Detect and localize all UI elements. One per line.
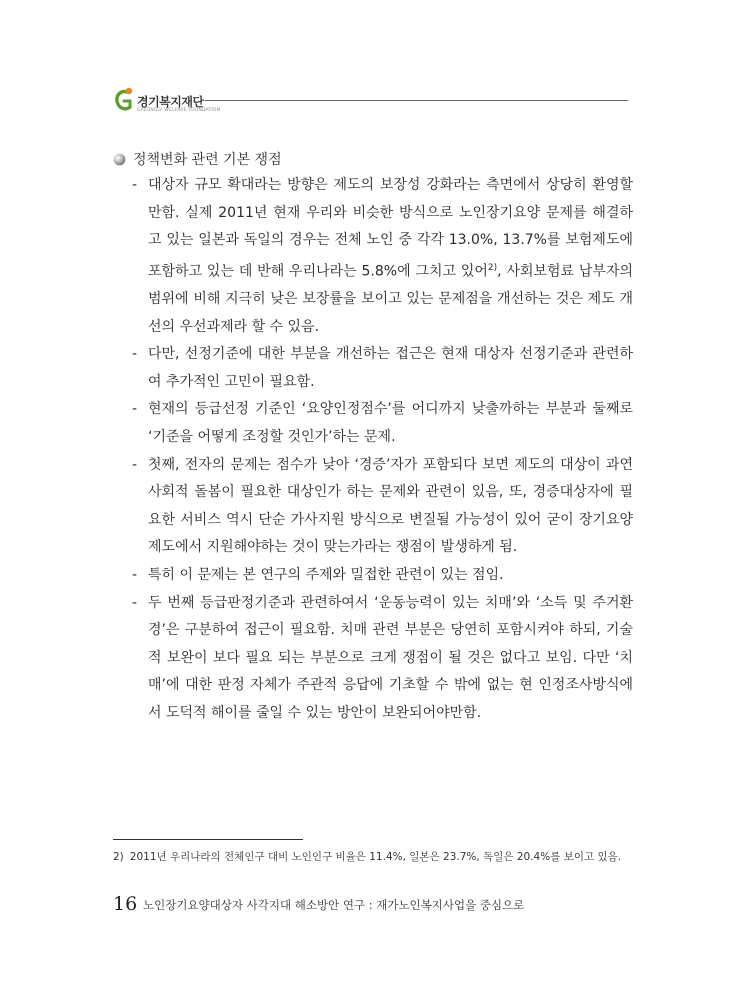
foundation-logo-icon [113, 86, 135, 114]
page-number: 16 [113, 893, 138, 915]
org-name: 경기복지재단 [137, 95, 204, 109]
list-item-text: 현재의 등급선정 기준인 ‘요양인정점수’를 어디까지 낮출까하는 부분과 둘째로 ‘기준을 어떻게 조정할 것인가’하는 문제. [148, 401, 633, 445]
issue-list [113, 172, 633, 728]
footnote [113, 849, 633, 865]
list-dash: - [132, 177, 138, 193]
section-heading [113, 148, 633, 172]
policy-issues-section [113, 148, 633, 728]
list-item-text: 두 번째 등급판정기준과 관련하여서 ‘운동능력이 있는 치매’와 ‘소득 및 주거환경’은 구분하여 접근이 필요함. 치매 관련 부분은 당연히 포함시켜야 하되, 기술적 보완이 보다 필요 되는 부분으로 크게 쟁점이 될 것은 없다고 보임. 다만 ‘치매’에 대한 판정 자체가 주관적 응답에 기초할 수 밖에 없는 현 인정조사방식에서 도덕적 해이를 줄일 수 있는 방안이 보완되어야만함. [148, 594, 633, 721]
list-dash: - [132, 401, 138, 418]
footnote-divider [113, 839, 303, 840]
list-item [113, 590, 633, 728]
page-footer [113, 893, 633, 917]
footnote-text: 2011년 우리나라의 전체인구 대비 노인인구 비율은 11.4%, 일본은 23.7%, 독일은 20.4%를 보이고 있음. [129, 851, 622, 863]
section-title: 정책변화 관련 기본 쟁점 [133, 152, 282, 168]
list-dash: - [132, 594, 138, 611]
org-subtitle: GYEONGGI WELFARE FOUNDATION [137, 108, 221, 113]
list-item [113, 562, 633, 590]
list-item-text: 대상자 규모 확대라는 방향은 제도의 보장성 강화라는 측면에서 상당히 환영할 만함. 실제 2011년 현재 우리와 비슷한 방식으로 노인장기요양 문제를 해결하고 있는 일본과 독일의 경우는 전체 노인 중 각각 13.0%, 13.7%를 보험제도에 포함하고 있는 데 반해 우리나라는 5.8%에 그치고 있어$^{2)}$, 사회보험료 납부자의 범위에 비해 지극히 낮은 보장률을 보이고 있는 문제점을 개선하는 것은 제도 개선의 우선과제라 할 수 있음. [148, 177, 633, 335]
list-dash: - [132, 566, 138, 583]
sphere-bullet-icon [113, 153, 126, 166]
list-item-text: 첫째, 전자의 문제는 점수가 낮아 ‘경증’자가 포함되다 보면 제도의 대상이 과연 사회적 돌봄이 필요한 대상인가 하는 문제와 관련이 있음, 또, 경증대상자에 필요한 서비스 역시 단순 가사지원 방식으로 변질될 가능성이 있어 굳이 장기요양제도에서 지원해야하는 것이 맞는가라는 쟁점이 발생하게 됨. [148, 456, 633, 556]
list-item-text: 다만, 선정기준에 대한 부분을 개선하는 접근은 현재 대상자 선정기준과 관련하여 추가적인 고민이 필요함. [148, 346, 633, 390]
list-item [113, 341, 633, 396]
list-item [113, 452, 633, 562]
footnote-marker: 2) [113, 851, 124, 863]
page-header [113, 86, 628, 122]
header-divider [205, 100, 628, 101]
list-item [113, 396, 633, 451]
running-title: 노인장기요양대상자 사각지대 해소방안 연구 : 재가노인복지사업을 중심으로 [143, 898, 525, 912]
list-item [113, 172, 633, 341]
list-dash: - [132, 456, 138, 473]
list-item-text: 특히 이 문제는 본 연구의 주제와 밀접한 관련이 있는 점임. [148, 566, 504, 583]
list-dash: - [132, 346, 138, 363]
footnote-reference[interactable]: 2) [487, 262, 498, 273]
